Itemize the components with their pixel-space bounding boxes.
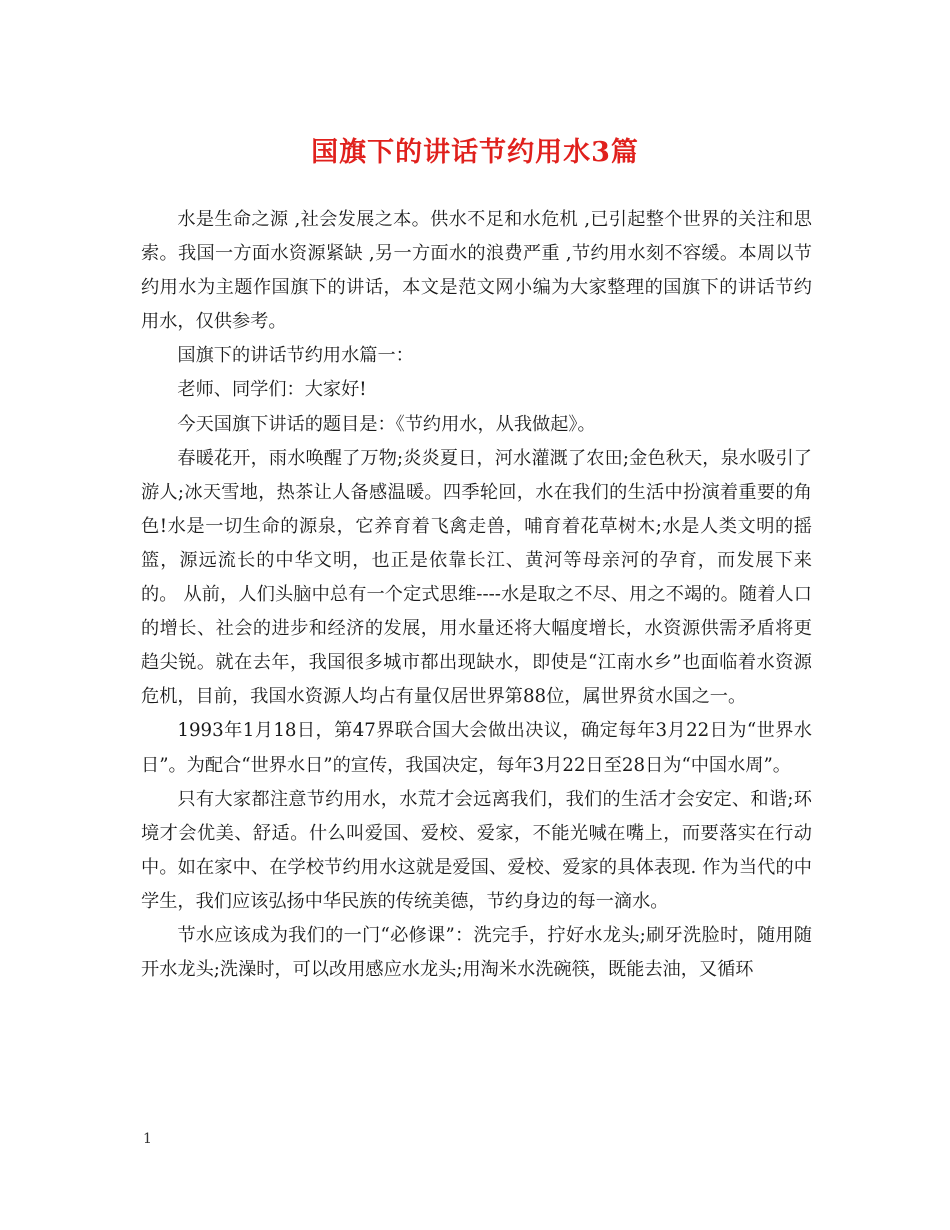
document-body <box>141 203 812 987</box>
paragraph-saving-water: 只有大家都注意节约用水，水荒才会远离我们，我们的生活才会安定、和谐;环境才会优美、舒适。什么叫爱国、爱校、爱家，不能光喊在嘴上，而要落实在行动中。如在家中、在学校节约用水这就是爱国、爱校、爱家的具体表现. 作为当代的中学生，我们应该弘扬中华民族的传统美德，节约身边的每一滴水。 <box>141 788 812 912</box>
document-title: 国旗下的讲话节约用水3篇 <box>311 137 639 168</box>
paragraph-world-water-day: 1993年1月18日，第47界联合国大会做出决议，确定每年3月22日为“世界水日”。为配合“世界水日”的宣传，我国决定，每年3月22日至28日为“中国水周”。 <box>141 720 812 776</box>
paragraph-required-course: 节水应该成为我们的一门“必修课”：洗完手，拧好水龙头;刷牙洗脸时，随用随开水龙头;洗澡时，可以改用感应水龙头;用淘米水洗碗筷，既能去油，又循环 <box>141 924 812 981</box>
paragraph-topic: 今天国旗下讲话的题目是：《节约用水，从我做起》。 <box>177 413 596 435</box>
paragraph-section-heading: 国旗下的讲话节约用水篇一： <box>177 345 414 367</box>
paragraph-intro: 水是生命之源 ,社会发展之本。供水不足和水危机 ,已引起整个世界的关注和思索。我国一方面水资源紧缺 ,另一方面水的浪费严重 ,节约用水刻不容缓。本周以节约用水为主题作国旗下的讲话，本文是范文网小编为大家整理的国旗下的讲话节约用水，仅供参考。 <box>141 209 812 333</box>
page-number: 1 <box>143 1131 152 1147</box>
paragraph-greeting: 老师、同学们：大家好! <box>177 379 367 401</box>
paragraph-seasons: 春暖花开，雨水唤醒了万物;炎炎夏日，河水灌溉了农田;金色秋天，泉水吸引了游人;冰天雪地，热茶让人备感温暖。四季轮回，水在我们的生活中扮演着重要的角色!水是一切生命的源泉，它养育着飞禽走兽，哺育着花草树木;水是人类文明的摇篮，源远流长的中华文明，也正是依靠长江、黄河等母亲河的孕育，而发展下来的。 从前，人们头脑中总有一个定式思维----水是取之不尽、用之不竭的。随着人口的增长、社会的进步和经济的发展，用水量还将大幅度增长，水资源供需矛盾将更趋尖锐。就在去年，我国很多城市都出现缺水，即使是“江南水乡”也面临着水资源危机，目前，我国水资源人均占有量仅居世界第88位，属世界贫水国之一。 <box>141 447 812 708</box>
